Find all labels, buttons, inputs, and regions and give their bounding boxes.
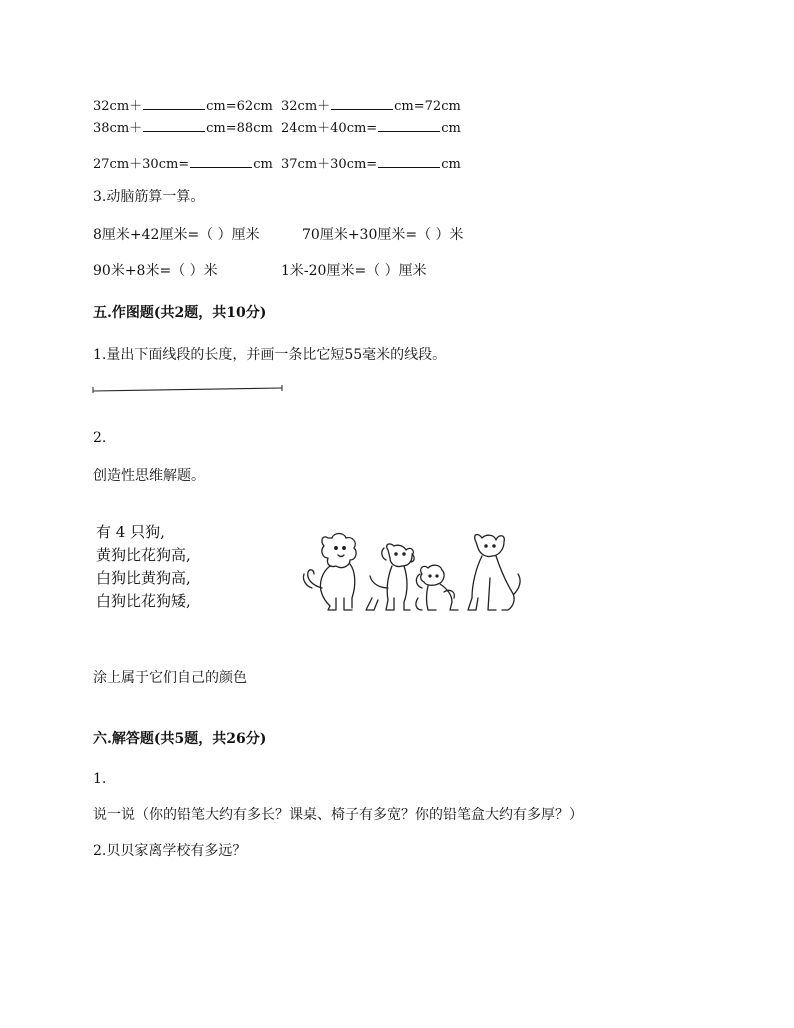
section5-q1: 1.量出下面线段的长度，并画一条比它短55毫米的线段。 [93,347,447,363]
poem-line-2: 黄狗比花狗高, [96,546,191,564]
section6-heading: 六.解答题(共5题，共26分) [93,731,267,747]
section5-q2-title: 创造性思维解题。 [93,468,205,484]
section3-row1-left: 8厘米+42厘米=（ ）厘米 [93,227,260,243]
section6-q2: 2.贝贝家离学校有多远？ [93,843,247,859]
answer-blank[interactable] [378,155,440,168]
section6-q1-number: 1. [93,771,107,787]
section6-q1-text: 说一说（你的铅笔大约有多长？课桌、椅子有多宽？你的铅笔盒大约有多厚？） [93,807,583,823]
answer-blank[interactable] [331,97,393,110]
dog-3-icon [416,565,458,610]
poem-line-3: 白狗比黄狗高, [96,569,191,587]
poem-line-1: 有 4 只狗, [96,523,165,541]
answer-blank[interactable] [378,119,440,132]
answer-blank[interactable] [143,119,205,132]
fill-row-3-right: 37cm＋30cm= cm [281,157,461,172]
section5-heading: 五.作图题(共2题，共10分) [93,305,267,321]
poem-block [96,521,191,613]
section3-row1-right: 70厘米+30厘米=（ ）米 [302,227,464,243]
four-dogs-illustration [300,528,524,624]
fill-row-3-left: 27cm＋30cm= cm [93,157,273,172]
measure-line-segment [90,383,286,395]
section5-q2-number: 2. [93,430,107,446]
poem-line-4: 白狗比花狗矮, [96,592,191,610]
dog-4-icon [468,535,520,610]
dog-1-icon [303,534,356,611]
fill-row-2-right: 24cm＋40cm= cm [281,121,461,136]
answer-blank[interactable] [143,97,205,110]
fill-row-1-left: 32cm＋ cm=62cm [93,99,273,114]
section3-row2-left: 90米+8米=（ ）米 [93,263,218,279]
dog-2-icon [366,544,414,610]
section3-row2-right: 1米-20厘米=（ ）厘米 [281,263,427,279]
section3-title: 3.动脑筋算一算。 [93,189,205,205]
section5-instruction: 涂上属于它们自己的颜色 [93,670,247,686]
fill-row-1-right: 32cm＋ cm=72cm [281,99,461,114]
answer-blank[interactable] [190,155,252,168]
fill-row-2-left: 38cm＋ cm=88cm [93,121,273,136]
